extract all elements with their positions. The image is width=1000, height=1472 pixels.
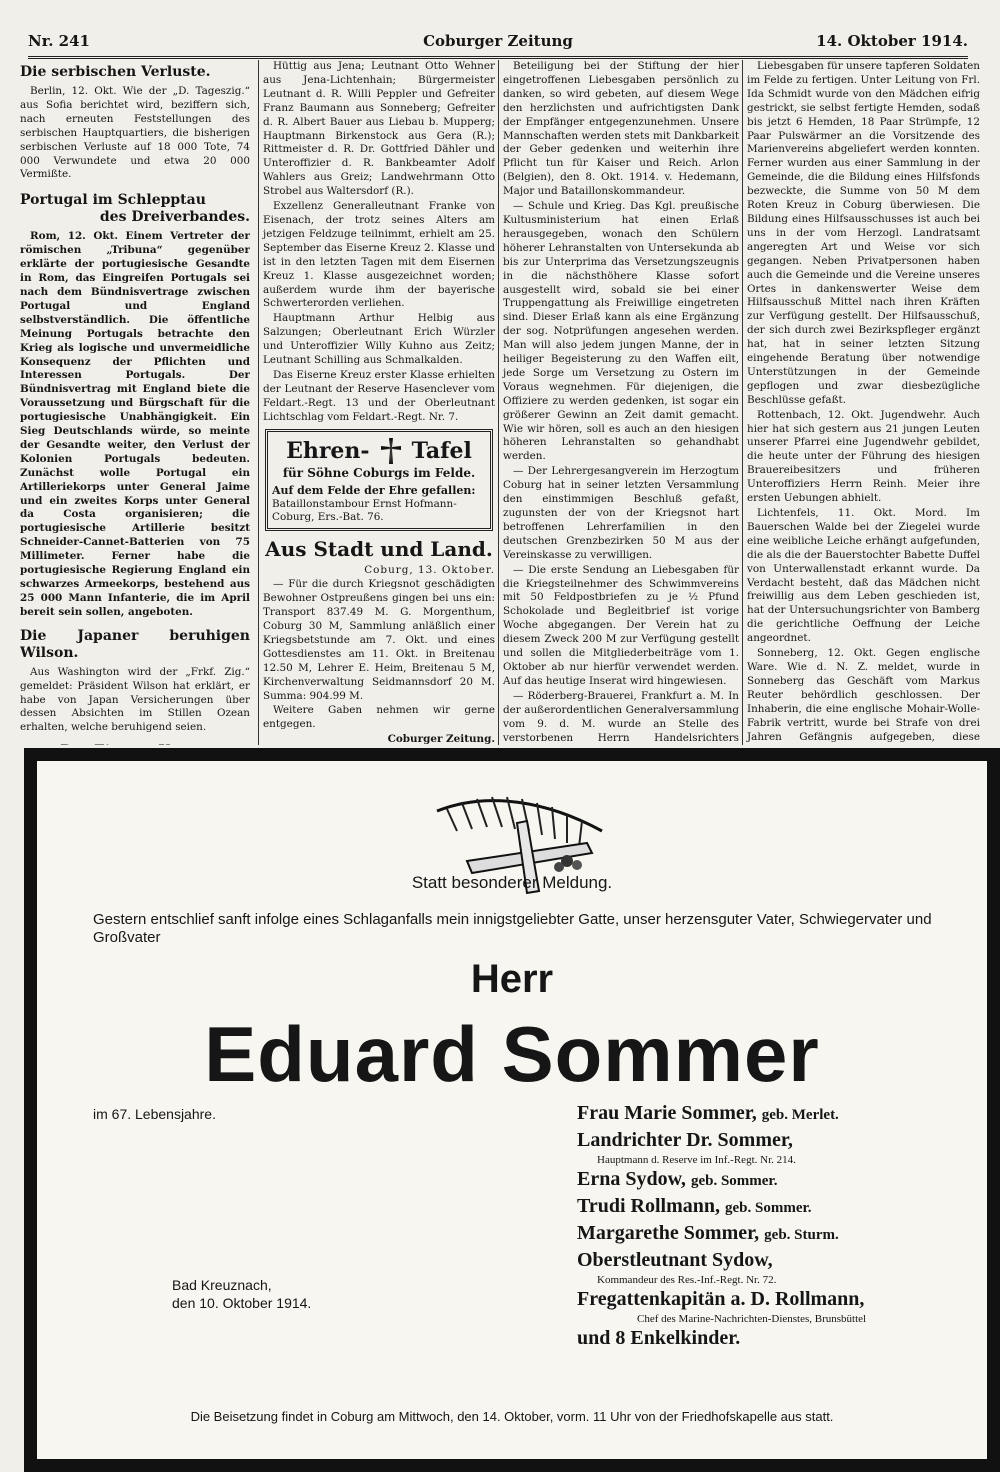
- article-japan-wilson: Aus Washington wird der „Frkf. Zig.“ gemeldet: Präsident Wilson hat erklärt, er habe von Japan Versicherungen über dessen Absichten im Stillen Ozean erhalten, welche beruhigend seien.: [20, 665, 250, 734]
- column-2: [258, 60, 495, 745]
- column-1: [20, 60, 250, 745]
- headline-portugal-2: des Dreiverbandes.: [99, 209, 250, 226]
- ehren-title-left: Ehren-: [286, 437, 370, 464]
- article-landsturm-cont: Beteiligung bei der Stiftung der hier eingetroffenen Liebesgaben persönlich zu danken, so wird gebeten, auf diesem Wege den herzlichsten und aufrichtigsten Dank der Empfänger entgegenzunehmen. Unsere Mannschaften werden stets mit Dankbarkeit der Geber gedenken und weiterhin ihre Pflicht tun für Kaiser und Reich. Arlon (Belgien), den 8. Okt. 1914. v. Hedemann, Major und Bataillonskommandeur.: [503, 60, 739, 198]
- headline-japan-wilson: Die Japaner beruhigen Wilson.: [20, 627, 250, 661]
- masthead: [28, 30, 968, 59]
- column-3: [498, 60, 739, 745]
- article-iron-cross-cont-1: Hüttig aus Jena; Leutnant Otto Wehner aus Jena-Lichtenhain; Bürgermeister Leutnant d. R. Willi Peppler und Gefreiter Franz Baumann aus Sonneberg; Gefreiter d. R. Albert Bauer aus Liebau b. Mupperg; Hauptmann Birkenstock aus Gera (R.); Rittmeister d. R. Dr. Gottfried Dähler und Unteroffizier d. R. Bankbeamter Adolf Wahlers aus Greiz; Landwehrmann Otto Strobel aus Waltersdorf (R.).: [263, 60, 495, 198]
- headline-aus-stadt-und-land: Aus Stadt und Land.: [265, 537, 493, 562]
- obituary-intro: Gestern entschlief sanft infolge eines Schlaganfalls mein innigstgeliebter Gatte, unser herzensguter Vater, Schwiegervater und Großvater: [93, 911, 932, 946]
- survivor-5: Margarethe Sommer, geb. Sturm.: [577, 1222, 839, 1244]
- obituary-herr: Herr: [470, 957, 554, 1001]
- article-portugal: Rom, 12. Okt. Einem Vertreter der römischen „Tribuna“ gegenüber erklärte der portugiesische Gesandte in Rom, das Eingreifen Portugals sei nach dem Bündnisvertrage zwischen Portugal und England selbstverständlich. Die öffentliche Meinung Portugals betrachte den Krieg als logische und unvermeidliche Konsequenz der Pflichten und Interessen Portugals. Der Bündnisvertrag mit England biete die Voraussetzung und Bürgschaft für die portugiesische Unabhängigkeit. Ein Sieg Deutschlands würde, so meinte der Gesandte weiter, den Verlust der Kolonien Portugals bedeuten. Zunächst wolle Portugal ein Artilleriekorps unter General Jaime und ein zweites Korps unter General da Costa organisieren; die portugiesische Artillerie besitzt Schneider-Cannet-Batterien von 75 Millimeter. Ferner habe die portugiesische Regierung England ein schwarzes Armeekorps, bestehend aus 25 000 Mann Infanterie, die im April bereit sein sollen, angeboten.: [20, 230, 250, 618]
- obituary-notice: [24, 748, 1000, 1472]
- article-ostpreussen: — Für die durch Kriegsnot geschädigten Bewohner Ostpreußens gingen bei uns ein: Transport 837.49 M. G. Morgenthum, Coburg 30 M, Sammlung anläßlich einer Kriegsbetstunde am 7. Okt. und eines Gottesdienstes am 11. Okt. in Breitenau 12.50 M, Lehrer E. Heim, Breitenau 5 M, Kirchenverwaltung Seidmannsdorf 20 M. Summa: 904.99 M.: [263, 578, 495, 702]
- statt-besonderer-meldung: Statt besonderer Meldung.: [411, 873, 613, 892]
- article-lehrergesangverein: — Der Lehrergesangverein im Herzogtum Coburg hat in seiner letzten Versammlung den einstimmigen Beschluß gefaßt, zugunsten der von der Kriegsnot hart betroffenen Lehrerfamilien in den deutschen Grenzbezirken 50 M aus der Vereinskasse zu verwilligen.: [503, 465, 739, 561]
- article-iron-cross-cont-4: Das Eiserne Kreuz erster Klasse erhielten der Leutnant der Reserve Hasenclever vom Feldart.-Regt. 13 und der Oberleutnant Lichtschlag vom Feldart.-Regt. Nr. 7.: [263, 368, 495, 423]
- newspaper-title: Coburger Zeitung: [423, 32, 573, 50]
- article-rottenbach: Rottenbach, 12. Okt. Jugendwehr. Auch hier hat sich gestern aus 21 jungen Leuten unserer Pfarrei eine Jugendwehr gebildet, die heute unter der Führung des hiesigen Brauereibesitzers und früheren Unteroffiziers Herrn Reinh. Meier ihre ersten Uebungen abhielt.: [747, 408, 980, 505]
- ehren-tafel-subtitle: für Söhne Coburgs im Felde.: [282, 465, 476, 480]
- article-lichtenfels: Lichtenfels, 11. Okt. Mord. Im Bauerschen Walde bei der Ziegelei wurde eine weibliche Leiche erhängt aufgefunden, die als die der Bauerstochter Babette Duffel von Unterwallenstadt erkannt wurde. Da Verdacht besteht, daß das Mädchen nicht freiwillig aus dem Leben geschieden ist, hat der Untersuchungsrichter von Bamberg die gerichtliche Oeffnung der Leiche angeordnet.: [747, 507, 980, 645]
- deceased-age: im 67. Lebensjahre.: [93, 1106, 216, 1122]
- column-4: [742, 60, 980, 745]
- ehren-title-right: Tafel: [411, 437, 472, 464]
- article-weitere-gaben: Weitere Gaben nehmen wir gerne entgegen.: [263, 704, 495, 731]
- survivor-6-title: Kommandeur des Res.-Inf.-Regt. Nr. 72.: [597, 1274, 777, 1286]
- ehren-tafel-title: [272, 436, 486, 466]
- ehren-fallen-heading: Auf dem Felde der Ehre gefallen:: [272, 483, 476, 497]
- survivor-2-title: Hauptmann d. Reserve im Inf.-Regt. Nr. 214.: [597, 1154, 796, 1166]
- issue-number: Nr. 241: [28, 32, 90, 50]
- survivor-7-title: Chef des Marine-Nachrichten-Dienstes, Brunsbüttel: [637, 1313, 867, 1325]
- survivor-4: Trudi Rollmann, geb. Sommer.: [577, 1195, 812, 1217]
- issue-date: 14. Oktober 1914.: [816, 32, 968, 50]
- survivors-list: [577, 1101, 967, 1351]
- iron-cross-icon: [376, 436, 406, 466]
- article-serbian-losses: Berlin, 12. Okt. Wie der „D. Tageszig.“ aus Sofia berichtet wird, beziffern sich, nach erneuten Feststellungen des serbischen Hauptquartiers, die bisherigen serbischen Verluste auf 18 000 Tote, 74 000 Verwundete und etwa 20 000 Vermißte.: [20, 85, 250, 181]
- ehren-fallen-entry: Bataillonstambour Ernst Hofmann-Coburg, Ers.-Bat. 76.: [272, 497, 457, 524]
- article-iron-cross-cont-2: Exzellenz Generalleutnant Franke von Eisenach, der trotz seines Alters am jetzigen Feldzuge teilnimmt, erhielt am 25. September das Eiserne Kreuz 2. Klasse und ist in den letzten Tagen mit dem Eisernen Kreuz 1. Klasse ausgezeichnet worden; außerdem wurde ihm der bayerische Schwerterorden verliehen.: [263, 200, 495, 310]
- news-columns: [20, 60, 980, 745]
- obituary-place: Bad Kreuznach,: [172, 1277, 272, 1293]
- article-schule-krieg: — Schule und Krieg. Das Kgl. preußische Kultusministerium hat einen Erlaß herausgegeben, wonach den Schülern höherer Lehranstalten von Untersekunda ab bis zur Unterprima das Versetzungszeugnis in die nächsthöhere Klasse sofort ausgestellt wird, sobald sie bei einer Truppengattung als Freiwillige eingetreten sind. Dieser Erlaß kann als eine Ergänzung der sog. Notprüfungen angesehen werden. Man will also jedem jungen Manne, der in heiliger Begeisterung zu den Waffen eilt, jede Sorge um Versetzung zu Ostern im Voraus wegnehmen. Für diejenigen, die Offiziere zu werden gedenken, ist sogar ein größerer Gewinn an Zeit damit gemacht. Wie wir hören, soll es auch an den hiesigen höheren Lehranstalten so gehandhabt werden.: [503, 200, 739, 463]
- ehren-tafel-box: [265, 429, 493, 532]
- survivor-3: Erna Sydow, geb. Sommer.: [577, 1168, 778, 1190]
- headline-portugal-1: Portugal im Schlepptau: [20, 192, 206, 209]
- headline-iron-cross: [20, 743, 250, 745]
- deceased-name: Eduard Sommer: [204, 1010, 820, 1098]
- dateline-coburg: Coburg, 13. Oktober.: [364, 564, 495, 577]
- survivor-2: Landrichter Dr. Sommer,: [577, 1129, 793, 1151]
- article-iron-cross-cont-3: Hauptmann Arthur Helbig aus Salzungen; Oberleutnant Erich Würzler und Unteroffizier Willy Kuhno aus Zeitz; Leutnant Schilling aus Schmalkalden.: [263, 312, 495, 367]
- headline-serbian-losses: Die serbischen Verluste.: [20, 64, 211, 80]
- survivor-7: Fregattenkapitän a. D. Rollmann,: [577, 1288, 865, 1310]
- signature-coburger-zeitung: Coburger Zeitung.: [387, 733, 495, 745]
- obituary-place-date: [172, 1276, 311, 1312]
- article-liebesgaben: Liebesgaben für unsere tapferen Soldaten im Felde zu fertigen. Unter Leitung von Frl. Ida Schmidt wurde von den Mädchen eifrig gestrickt, sie selbst fertigte Hemden, sodaß bis jetzt 6 Hemden, 18 Paar Strümpfe, 12 Paar Pulswärmer an die Vorsitzende des Marienvereins abgeliefert werden konnten. Ferner wurden aus einer Sammlung in der Gemeinde, die die Bildung eines Hilfsfonds bezweckte, die Summe von 50 M dem Roten Kreuz in Coburg überwiesen. Die Bildung eines Hilfsausschusses ist auch bei uns in der vom Herzogl. Landratsamt angeregten Art und Weise vor sich gegangen. Neben Privatpersonen haben auch die Gemeinde und die Vereine unseres Ortes in dankenswerter Weise dem Hilfsausschuß Mittel nach ihren Kräften zur Verfügung gestellt. Der Hilfsausschuß, der sich durch zwei Bezirkspfleger ergänzt hat, hat in seiner letzten Sitzung eingehende Beratung über notwendige Unterstützungen in der Gemeinde gepflogen und zwar diesbezügliche Beschlüsse gefaßt.: [747, 60, 980, 406]
- survivor-6: Oberstleutnant Sydow,: [577, 1249, 773, 1271]
- survivor-8: und 8 Enkelkinder.: [577, 1327, 741, 1349]
- survivor-1: Frau Marie Sommer, geb. Merlet.: [577, 1102, 839, 1124]
- obituary-date: den 10. Oktober 1914.: [172, 1295, 312, 1311]
- article-schwimmverein: — Die erste Sendung an Liebesgaben für die Kriegsteilnehmer des Schwimmvereins mit 50 Feldpostbriefen zu je ½ Pfund Schokolade und Begleitbrief ist vorige Woche abgegangen. Der Verein hat zu diesem Zweck 200 M zur Verfügung gestellt und sollen die Mitgliederbeiträge vom 1. Oktober ab nur hierfür verwendet werden. Auf das heutige Inserat wird hingewiesen.: [503, 563, 739, 687]
- article-sonneberg: Sonneberg, 12. Okt. Gegen englische Ware. Wie d. N. Z. meldet, wurde in Sonneberg das Geschäft vom Markus Reuter behördlich geschlossen. Der Inhaberin, die eine englische Mohair-Wolle-Fabrik vertritt, wurde bei Strafe von drei Jahren Gefängnis aufgegeben, diese: [747, 647, 980, 743]
- funeral-notice: Die Beisetzung findet in Coburg am Mittwoch, den 14. Oktober, vorm. 11 Uhr von der Friedhofskapelle aus statt.: [190, 1409, 834, 1424]
- article-roederberg-brauerei: — Röderberg-Brauerei, Frankfurt a. M. In der außerordentlichen Generalversammlung vom 9. d. M. wurde an Stelle des verstorbenen Herrn Handelsrichters: [503, 689, 739, 744]
